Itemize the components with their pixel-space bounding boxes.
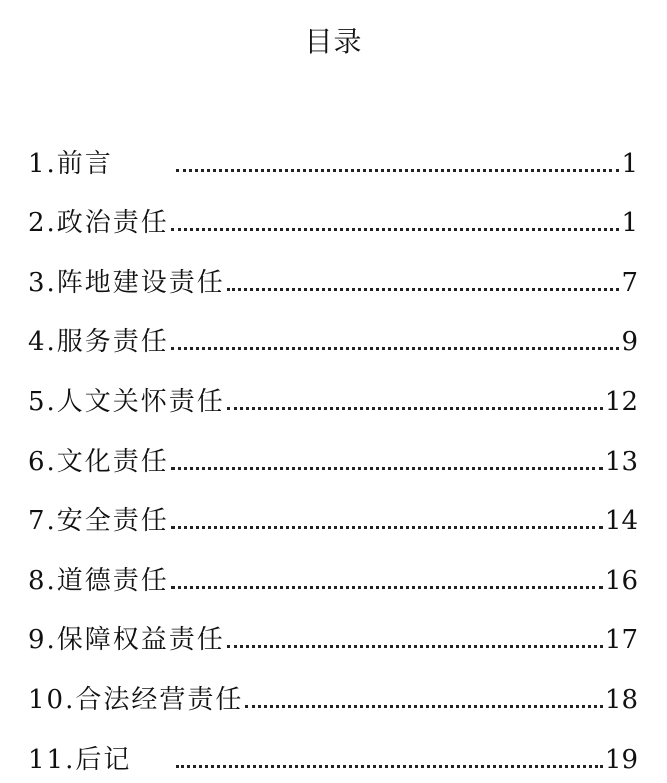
toc-entry-label: 11.后记 bbox=[28, 744, 132, 775]
toc-entry-label: 3.阵地建设责任 bbox=[28, 267, 225, 298]
dot-leader bbox=[227, 261, 620, 305]
toc-entry-page: 16 bbox=[604, 565, 638, 596]
toc-entry-label: 8.道德责任 bbox=[28, 565, 169, 596]
toc-entry-label: 1.前言 bbox=[28, 148, 113, 179]
toc-entry-label: 4.服务责任 bbox=[28, 327, 169, 358]
dot-leader bbox=[227, 380, 603, 424]
toc-entry bbox=[28, 424, 638, 484]
toc-entry bbox=[28, 603, 638, 663]
dot-leader bbox=[176, 142, 619, 186]
toc-entry-label: 2.政治责任 bbox=[28, 208, 169, 239]
toc-entry-label: 9.保障权益责任 bbox=[28, 625, 225, 656]
toc-entry bbox=[28, 543, 638, 603]
toc-entry-label: 7.安全责任 bbox=[28, 506, 169, 537]
dot-leader bbox=[245, 678, 603, 722]
page-title: 目录 bbox=[304, 25, 363, 58]
toc-entry bbox=[28, 126, 638, 186]
toc-entry-page: 14 bbox=[604, 506, 638, 537]
dot-leader bbox=[171, 201, 620, 245]
dot-leader bbox=[171, 559, 603, 603]
toc-entry-page: 13 bbox=[604, 446, 638, 477]
toc-entry bbox=[28, 305, 638, 365]
dot-leader bbox=[176, 738, 603, 782]
toc-entry-page: 18 bbox=[604, 684, 638, 715]
dot-leader bbox=[171, 499, 603, 543]
toc-entry-page: 9 bbox=[621, 327, 638, 358]
toc-entry-label: 10.合法经营责任 bbox=[28, 684, 244, 715]
toc-entry-page: 12 bbox=[604, 386, 638, 417]
dot-leader bbox=[171, 440, 603, 484]
toc-entry bbox=[28, 722, 638, 782]
toc-entry-page: 19 bbox=[604, 744, 638, 775]
toc-entry-label: 6.文化责任 bbox=[28, 446, 169, 477]
table-of-contents bbox=[28, 126, 638, 782]
dot-leader bbox=[227, 618, 603, 662]
toc-entry bbox=[28, 662, 638, 722]
toc-entry bbox=[28, 245, 638, 305]
toc-entry bbox=[28, 484, 638, 544]
toc-entry bbox=[28, 186, 638, 246]
toc-entry-page: 1 bbox=[621, 208, 638, 239]
toc-entry bbox=[28, 364, 638, 424]
dot-leader bbox=[171, 320, 620, 364]
toc-entry-page: 7 bbox=[621, 267, 638, 298]
toc-entry-page: 1 bbox=[621, 148, 638, 179]
toc-entry-label: 5.人文关怀责任 bbox=[28, 386, 225, 417]
toc-entry-page: 17 bbox=[604, 625, 638, 656]
